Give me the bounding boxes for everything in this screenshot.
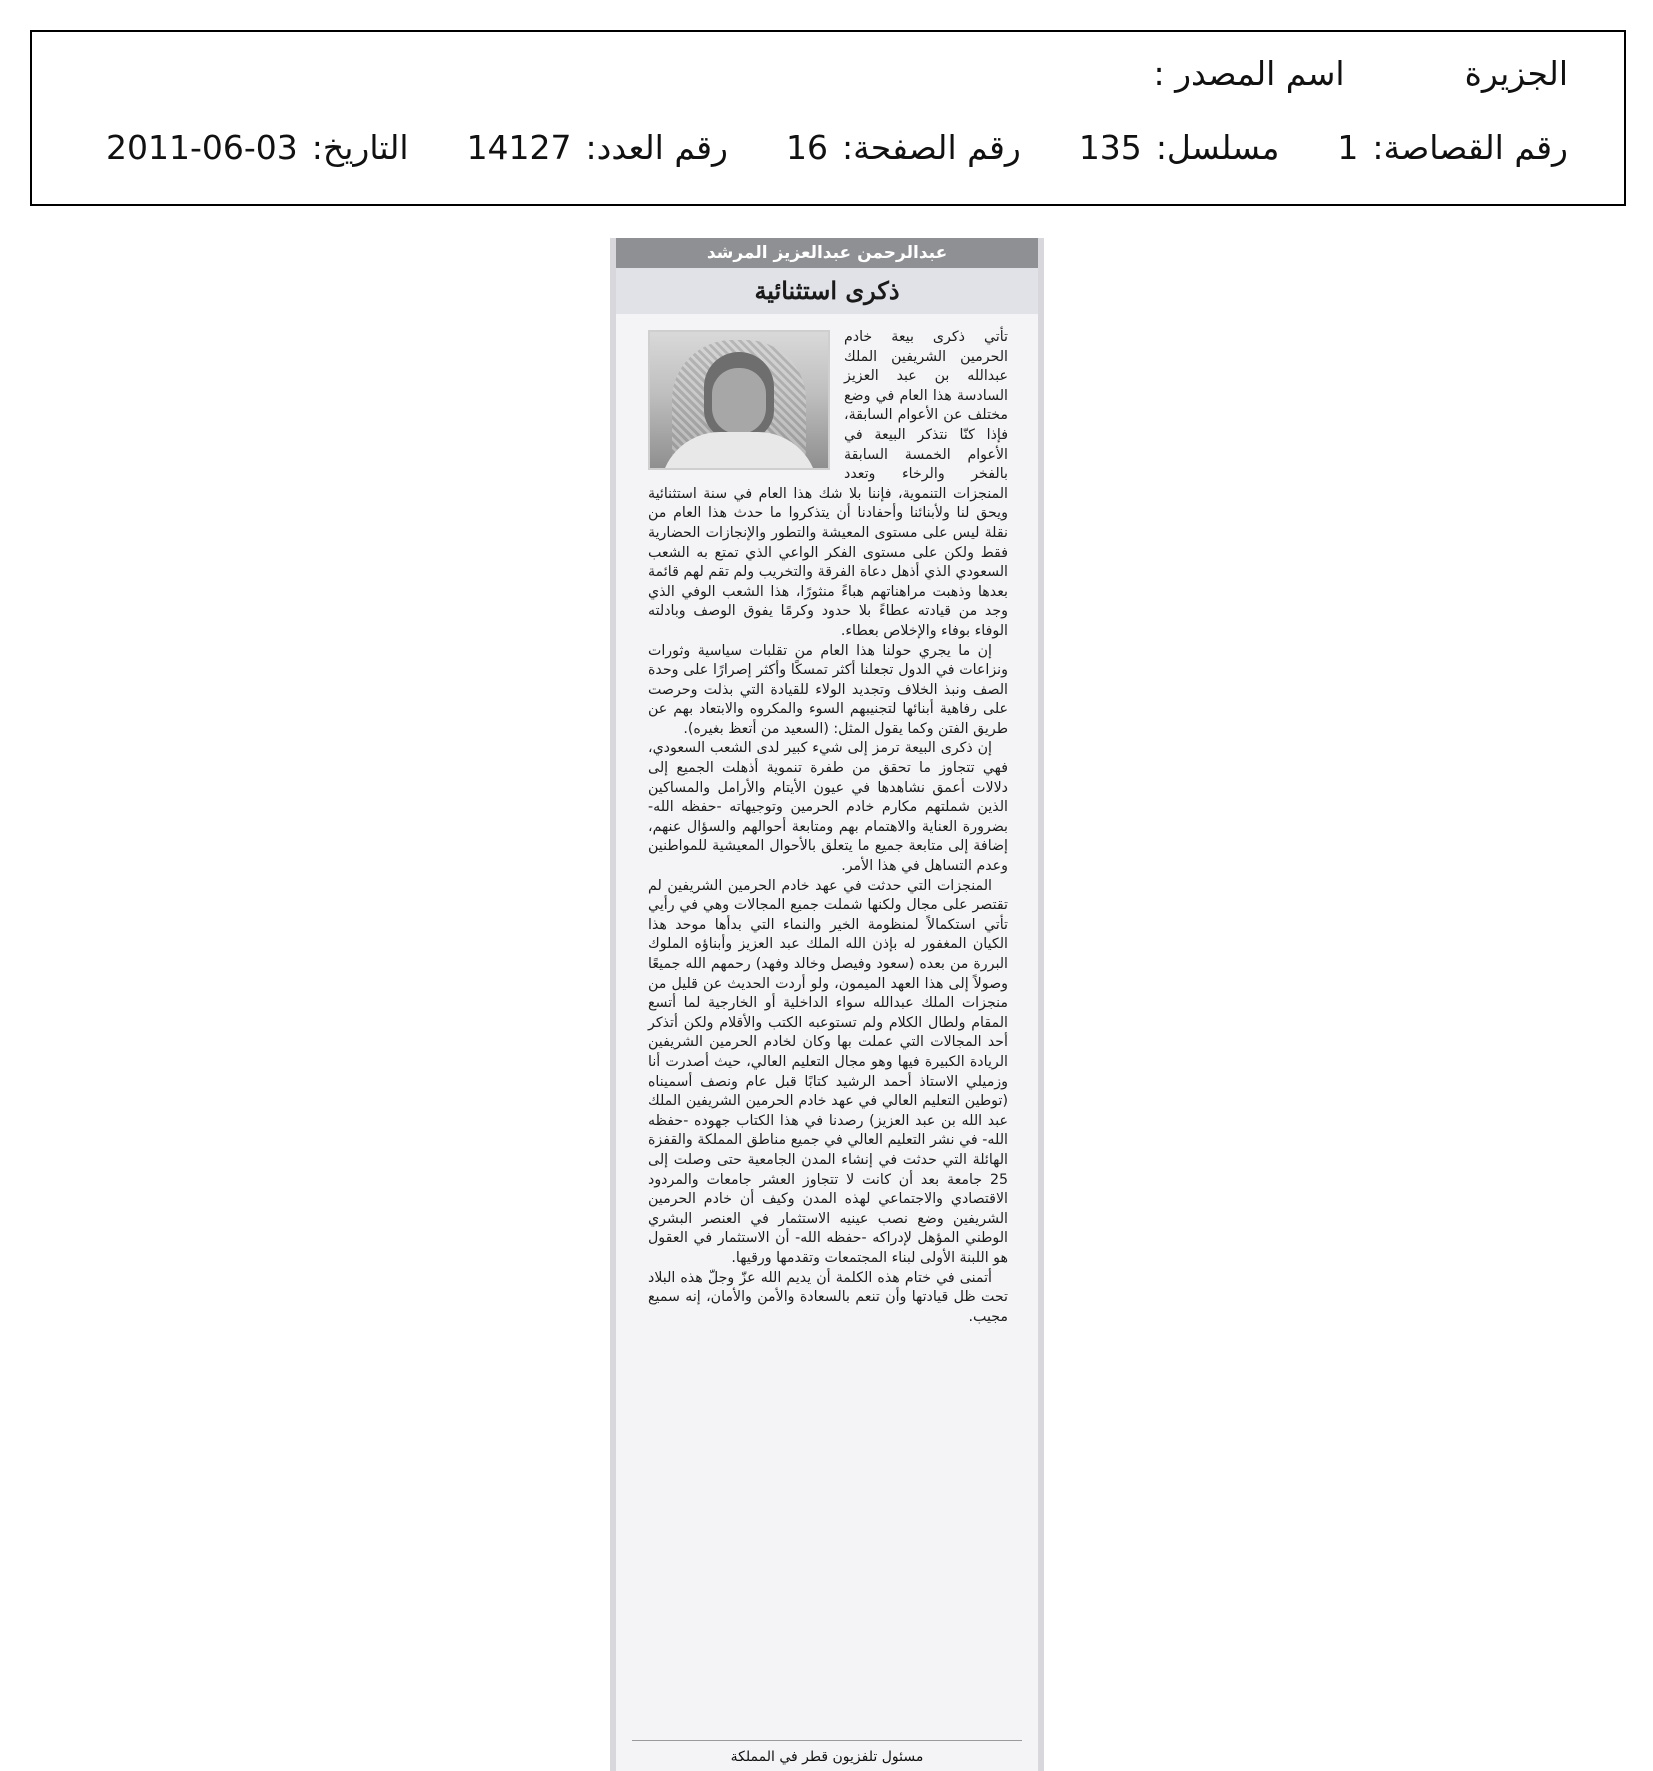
article-paragraph: تأتي ذكرى بيعة خادم الحرمين الشريفين الملك عبدالله بن عبد العزيز السادسة هذا العام في وضع مختلف عن الأعوام السابقة، فإذا كنّا نتذكر البيعة في الأعوام الخمسة السابقة بالفخر والرخاء وتعدد المنجزات التنموية، فإننا بلا شك هذا العام في سنة استثنائية ويحق لنا ولأبنائنا وأحفادنا أن يتذكروا ما حدث هذا العام من نقلة ليس على مستوى المعيشة والتطور والإنجازات الحضارية فقط ولكن على مستوى الفكر الواعي الذي تمتع به الشعب السعودي الذي أذهل دعاة الفرقة والتخريب ولم تقم لهم قائمة بعدها وذهبت مراهناتهم هباءً منثورًا، هذا الشعب الوفي الذي وجد من قيادته عطاءً بلا حدود وكرمًا يفوق الوصف وبادلته الوفاء بوفاء والإخلاص بعطاء.: [648, 329, 1008, 639]
article-headline: ذكرى استثنائية: [616, 268, 1038, 314]
issue-field: [467, 128, 728, 167]
serial-field: [1079, 128, 1280, 167]
source-value: الجزيرة: [1464, 54, 1568, 93]
author-byline: عبدالرحمن عبدالعزيز المرشد: [616, 238, 1038, 268]
page-label: رقم الصفحة:: [842, 128, 1021, 167]
date-field: [106, 128, 409, 167]
article-paragraph: أتمنى في ختام هذه الكلمة أن يديم الله عزّ وجلّ هذه البلاد تحت ظل قيادتها وأن تنعم بالسعادة والأمن والأمان، إنه سميع مجيب.: [648, 1269, 1008, 1325]
article-body: [648, 328, 1008, 1327]
date-label: التاريخ:: [311, 128, 409, 167]
article-paragraph: المنجزات التي حدثت في عهد خادم الحرمين الشريفين لم تقتصر على مجال ولكنها شملت جميع المجالات وهي في رأيي تأتي استكمالاً لمنظومة الخير والنماء التي بدأها موحد هذا الكيان المغفور له بإذن الله الملك عبد العزيز وأبناؤه الملوك البررة من بعده (سعود وفيصل وخالد وفهد) رحمهم الله جميعًا وصولاً إلى هذا العهد الميمون، ولو أردت الحديث عن قليل من منجزات الملك عبدالله سواء الداخلية أو الخارجية لما أتسع المقام ولطال الكلام ولم تستوعبه الكتب والأقلام ولكن أتذكر أحد المجالات التي عملت بها وكان لخادم الحرمين الشريفين الريادة الكبيرة فيها وهو مجال التعليم العالي، حيث أصدرت أنا وزميلي الاستاذ أحمد الرشيد كتابًا قبل عام ونصف أسميناه (توطين التعليم العالي في عهد خادم الحرمين الشريفين الملك عبد الله بن عبد العزيز) رصدنا في هذا الكتاب جهوده -حفظه الله- في نشر التعليم العالي في جميع مناطق المملكة والقفزة الهائلة التي حدثت في إنشاء المدن الجامعية حتى وصلت إلى 25 جامعة بعد أن كانت لا تتجاوز العشر جامعات والمردود الاقتصادي والاجتماعي لهذه المدن وكيف أن خادم الحرمين الشريفين وضع نصب عينيه الاستثمار في العنصر البشري الوطني المؤهل لإدراكه -حفظه الله- أن الاستثمار في العقول هو اللبنة الأولى لبناء المجتمعات وتقدمها ورقيها.: [648, 877, 1008, 1266]
source-label: اسم المصدر :: [1153, 54, 1345, 93]
face-shape: [712, 368, 766, 434]
page-field: [786, 128, 1021, 167]
date-value: 2011-06-03: [106, 128, 298, 167]
issue-value: 14127: [466, 128, 572, 167]
newspaper-clipping: [610, 238, 1044, 1771]
serial-label: مسلسل:: [1155, 128, 1280, 167]
article-paragraph: إن ما يجري حولنا هذا العام من تقلبات سياسية وثورات ونزاعات في الدول تجعلنا أكثر تمسكًا وأكثر إصرارًا على وحدة الصف ونبذ الخلاف وتجديد الولاء للقيادة التي بذلت وحرصت على رفاهية أبنائها لتجنيبهم السوء والمكروه والابتعاد بهم عن طريق الفتن وكما يقول المثل: (السعيد من أتعظ بغيره).: [648, 642, 1008, 737]
clip-number-label: رقم القصاصة:: [1372, 128, 1568, 167]
metadata-row-source: [1154, 54, 1568, 93]
article-paragraph: إن ذكرى البيعة ترمز إلى شيء كبير لدى الشعب السعودي، فهي تتجاوز ما تحقق من طفرة تنموية أذهلت الجميع إلى دلالات أعمق نشاهدها في عيون الأيتام والأرامل والمساكين الذين شملتهم مكارم خادم الحرمين وتوجيهاته -حفظه الله- بضرورة العناية والاهتمام بهم ومتابعة أحوالهم والسؤال عنهم، إضافة إلى متابعة جميع ما يتعلق بالأحوال المعيشية للمواطنين وعدم التساهل في هذا الأمر.: [648, 740, 1008, 875]
page-value: 16: [786, 128, 828, 167]
metadata-row-details: [106, 128, 1568, 167]
author-title-footer: مسئول تلفزيون قطر في المملكة: [632, 1740, 1022, 1765]
clip-number-value: 1: [1337, 128, 1359, 167]
issue-label: رقم العدد:: [585, 128, 728, 167]
author-photo: [648, 330, 830, 470]
clip-number-field: [1337, 128, 1568, 167]
clipping-metadata-box: [30, 30, 1626, 206]
serial-value: 135: [1078, 128, 1142, 167]
